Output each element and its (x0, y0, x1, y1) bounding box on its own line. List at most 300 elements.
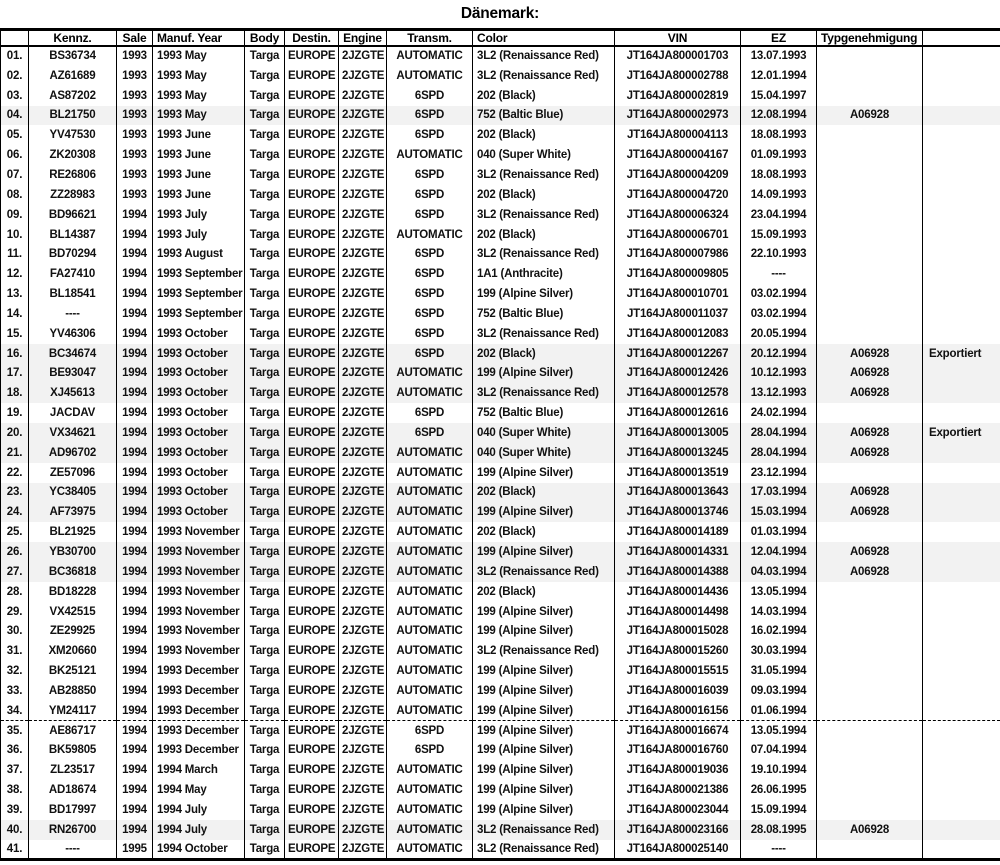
cell-color: 3L2 (Renaissance Red) (473, 562, 615, 582)
table-row (1, 681, 1000, 701)
table-row (1, 641, 1000, 661)
cell-num: 23. (1, 483, 29, 503)
cell-engine: 2JZGTE (339, 502, 387, 522)
cell-transm: AUTOMATIC (387, 145, 473, 165)
cell-typgenehmigung: A06928 (817, 364, 923, 384)
cell-engine: 2JZGTE (339, 780, 387, 800)
cell-color: 3L2 (Renaissance Red) (473, 383, 615, 403)
cell-sale: 1994 (117, 364, 153, 384)
cell-manuf_year: 1993 December (153, 741, 245, 761)
cell-transm: 6SPD (387, 205, 473, 225)
cell-typgenehmigung (817, 621, 923, 641)
cell-note (923, 483, 1000, 503)
cell-typgenehmigung: A06928 (817, 542, 923, 562)
cell-engine: 2JZGTE (339, 185, 387, 205)
cell-color: 202 (Black) (473, 582, 615, 602)
table-row (1, 304, 1000, 324)
cell-engine: 2JZGTE (339, 621, 387, 641)
cell-body: Targa (245, 542, 285, 562)
cell-vin: JT164JA800013245 (615, 443, 741, 463)
cell-manuf_year: 1994 July (153, 820, 245, 840)
column-header-manuf-year: Manuf. Year (153, 30, 245, 47)
table-row (1, 106, 1000, 126)
cell-note (923, 760, 1000, 780)
cell-typgenehmigung (817, 185, 923, 205)
cell-sale: 1993 (117, 185, 153, 205)
table-row (1, 602, 1000, 622)
cell-kennz: ZL23517 (29, 760, 117, 780)
cell-engine: 2JZGTE (339, 522, 387, 542)
cell-body: Targa (245, 66, 285, 86)
cell-typgenehmigung (817, 225, 923, 245)
cell-note (923, 840, 1000, 860)
cell-color: 202 (Black) (473, 185, 615, 205)
cell-destin: EUROPE (285, 741, 339, 761)
cell-sale: 1993 (117, 66, 153, 86)
cell-body: Targa (245, 760, 285, 780)
cell-num: 04. (1, 106, 29, 126)
cell-color: 199 (Alpine Silver) (473, 542, 615, 562)
cell-color: 199 (Alpine Silver) (473, 502, 615, 522)
cell-manuf_year: 1993 September (153, 264, 245, 284)
cell-sale: 1994 (117, 602, 153, 622)
cell-destin: EUROPE (285, 364, 339, 384)
cell-body: Targa (245, 483, 285, 503)
cell-ez: 10.12.1993 (741, 364, 817, 384)
cell-manuf_year: 1993 October (153, 443, 245, 463)
cell-color: 752 (Baltic Blue) (473, 403, 615, 423)
cell-body: Targa (245, 225, 285, 245)
cell-note (923, 364, 1000, 384)
table-row (1, 483, 1000, 503)
table-row (1, 264, 1000, 284)
cell-typgenehmigung (817, 463, 923, 483)
cell-ez: 22.10.1993 (741, 244, 817, 264)
cell-ez: 13.05.1994 (741, 582, 817, 602)
cell-num: 09. (1, 205, 29, 225)
column-header-transm: Transm. (387, 30, 473, 47)
cell-body: Targa (245, 125, 285, 145)
cell-note (923, 185, 1000, 205)
cell-vin: JT164JA800021386 (615, 780, 741, 800)
table-body (1, 46, 1000, 860)
cell-transm: AUTOMATIC (387, 364, 473, 384)
cell-transm: 6SPD (387, 741, 473, 761)
cell-vin: JT164JA800015515 (615, 661, 741, 681)
table-row (1, 284, 1000, 304)
cell-destin: EUROPE (285, 46, 339, 66)
cell-engine: 2JZGTE (339, 681, 387, 701)
cell-note (923, 562, 1000, 582)
cell-destin: EUROPE (285, 721, 339, 741)
cell-color: 199 (Alpine Silver) (473, 602, 615, 622)
cell-engine: 2JZGTE (339, 324, 387, 344)
cell-engine: 2JZGTE (339, 383, 387, 403)
cell-num: 05. (1, 125, 29, 145)
cell-vin: JT164JA800013519 (615, 463, 741, 483)
cell-vin: JT164JA800025140 (615, 840, 741, 860)
cell-transm: 6SPD (387, 324, 473, 344)
cell-ez: 01.03.1994 (741, 522, 817, 542)
cell-manuf_year: 1993 October (153, 364, 245, 384)
cell-body: Targa (245, 86, 285, 106)
table-row (1, 66, 1000, 86)
column-header-vin: VIN (615, 30, 741, 47)
cell-note (923, 463, 1000, 483)
cell-transm: AUTOMATIC (387, 383, 473, 403)
cell-engine: 2JZGTE (339, 284, 387, 304)
cell-body: Targa (245, 621, 285, 641)
cell-manuf_year: 1993 September (153, 284, 245, 304)
cell-engine: 2JZGTE (339, 741, 387, 761)
cell-manuf_year: 1993 November (153, 602, 245, 622)
cell-transm: 6SPD (387, 284, 473, 304)
cell-sale: 1993 (117, 46, 153, 66)
table-row (1, 721, 1000, 741)
cell-destin: EUROPE (285, 522, 339, 542)
title-bar (0, 0, 1000, 28)
cell-engine: 2JZGTE (339, 403, 387, 423)
cell-body: Targa (245, 284, 285, 304)
cell-num: 24. (1, 502, 29, 522)
cell-destin: EUROPE (285, 205, 339, 225)
cell-sale: 1994 (117, 205, 153, 225)
cell-transm: AUTOMATIC (387, 780, 473, 800)
cell-engine: 2JZGTE (339, 145, 387, 165)
cell-engine: 2JZGTE (339, 86, 387, 106)
cell-note (923, 106, 1000, 126)
cell-vin: JT164JA800012616 (615, 403, 741, 423)
vehicle-registry-table (0, 28, 1000, 861)
cell-destin: EUROPE (285, 562, 339, 582)
cell-color: 202 (Black) (473, 86, 615, 106)
cell-transm: AUTOMATIC (387, 800, 473, 820)
cell-kennz: AB28850 (29, 681, 117, 701)
cell-note (923, 244, 1000, 264)
cell-engine: 2JZGTE (339, 820, 387, 840)
cell-typgenehmigung (817, 760, 923, 780)
cell-destin: EUROPE (285, 106, 339, 126)
cell-ez: 16.02.1994 (741, 621, 817, 641)
cell-ez: 26.06.1995 (741, 780, 817, 800)
cell-color: 199 (Alpine Silver) (473, 760, 615, 780)
cell-transm: AUTOMATIC (387, 701, 473, 721)
cell-destin: EUROPE (285, 661, 339, 681)
cell-vin: JT164JA800006701 (615, 225, 741, 245)
cell-sale: 1994 (117, 800, 153, 820)
cell-kennz: BL21925 (29, 522, 117, 542)
table-row (1, 46, 1000, 66)
cell-engine: 2JZGTE (339, 840, 387, 860)
cell-kennz: AF73975 (29, 502, 117, 522)
cell-engine: 2JZGTE (339, 483, 387, 503)
cell-body: Targa (245, 264, 285, 284)
cell-body: Targa (245, 304, 285, 324)
column-header-color: Color (473, 30, 615, 47)
cell-typgenehmigung (817, 324, 923, 344)
table-header (1, 30, 1000, 47)
cell-destin: EUROPE (285, 542, 339, 562)
cell-vin: JT164JA800002788 (615, 66, 741, 86)
cell-note (923, 403, 1000, 423)
cell-transm: 6SPD (387, 721, 473, 741)
cell-vin: JT164JA800012267 (615, 344, 741, 364)
cell-transm: AUTOMATIC (387, 443, 473, 463)
cell-transm: 6SPD (387, 185, 473, 205)
cell-body: Targa (245, 741, 285, 761)
table-row (1, 344, 1000, 364)
cell-transm: AUTOMATIC (387, 641, 473, 661)
cell-destin: EUROPE (285, 264, 339, 284)
column-header-destin: Destin. (285, 30, 339, 47)
cell-ez: 19.10.1994 (741, 760, 817, 780)
cell-body: Targa (245, 681, 285, 701)
cell-transm: AUTOMATIC (387, 483, 473, 503)
cell-engine: 2JZGTE (339, 106, 387, 126)
cell-color: 752 (Baltic Blue) (473, 304, 615, 324)
cell-kennz: AS87202 (29, 86, 117, 106)
cell-body: Targa (245, 423, 285, 443)
cell-vin: JT164JA800023166 (615, 820, 741, 840)
cell-body: Targa (245, 443, 285, 463)
cell-note (923, 800, 1000, 820)
cell-note (923, 324, 1000, 344)
cell-sale: 1993 (117, 86, 153, 106)
cell-vin: JT164JA800002973 (615, 106, 741, 126)
cell-kennz: AZ61689 (29, 66, 117, 86)
cell-ez: 13.05.1994 (741, 721, 817, 741)
cell-kennz: BC36818 (29, 562, 117, 582)
cell-sale: 1993 (117, 106, 153, 126)
cell-num: 21. (1, 443, 29, 463)
cell-body: Targa (245, 522, 285, 542)
cell-note (923, 681, 1000, 701)
cell-sale: 1994 (117, 780, 153, 800)
cell-manuf_year: 1993 September (153, 304, 245, 324)
cell-manuf_year: 1993 December (153, 701, 245, 721)
cell-body: Targa (245, 244, 285, 264)
cell-ez: 31.05.1994 (741, 661, 817, 681)
cell-color: 202 (Black) (473, 483, 615, 503)
cell-num: 01. (1, 46, 29, 66)
cell-sale: 1994 (117, 225, 153, 245)
table-row (1, 582, 1000, 602)
cell-ez: 04.03.1994 (741, 562, 817, 582)
cell-color: 202 (Black) (473, 225, 615, 245)
cell-typgenehmigung (817, 165, 923, 185)
cell-note (923, 304, 1000, 324)
cell-kennz: YM24117 (29, 701, 117, 721)
cell-vin: JT164JA800004167 (615, 145, 741, 165)
cell-num: 17. (1, 364, 29, 384)
cell-note (923, 145, 1000, 165)
cell-body: Targa (245, 364, 285, 384)
cell-body: Targa (245, 780, 285, 800)
table-row (1, 463, 1000, 483)
cell-manuf_year: 1993 November (153, 522, 245, 542)
cell-manuf_year: 1994 May (153, 780, 245, 800)
cell-typgenehmigung (817, 205, 923, 225)
cell-typgenehmigung: A06928 (817, 562, 923, 582)
cell-body: Targa (245, 324, 285, 344)
cell-transm: 6SPD (387, 86, 473, 106)
cell-body: Targa (245, 383, 285, 403)
cell-destin: EUROPE (285, 145, 339, 165)
cell-color: 3L2 (Renaissance Red) (473, 165, 615, 185)
cell-transm: 6SPD (387, 264, 473, 284)
cell-engine: 2JZGTE (339, 542, 387, 562)
cell-note (923, 582, 1000, 602)
header-row (1, 30, 1000, 47)
cell-vin: JT164JA800012578 (615, 383, 741, 403)
cell-note (923, 264, 1000, 284)
cell-ez: 24.02.1994 (741, 403, 817, 423)
cell-transm: 6SPD (387, 423, 473, 443)
cell-kennz: BE93047 (29, 364, 117, 384)
cell-color: 3L2 (Renaissance Red) (473, 820, 615, 840)
cell-destin: EUROPE (285, 324, 339, 344)
cell-manuf_year: 1993 October (153, 344, 245, 364)
cell-kennz: BL14387 (29, 225, 117, 245)
cell-sale: 1994 (117, 661, 153, 681)
cell-transm: AUTOMATIC (387, 46, 473, 66)
cell-note (923, 86, 1000, 106)
cell-engine: 2JZGTE (339, 125, 387, 145)
cell-note (923, 125, 1000, 145)
cell-color: 199 (Alpine Silver) (473, 800, 615, 820)
cell-note (923, 46, 1000, 66)
cell-num: 40. (1, 820, 29, 840)
cell-color: 3L2 (Renaissance Red) (473, 66, 615, 86)
cell-color: 199 (Alpine Silver) (473, 621, 615, 641)
cell-ez: 28.08.1995 (741, 820, 817, 840)
cell-engine: 2JZGTE (339, 225, 387, 245)
cell-manuf_year: 1993 October (153, 423, 245, 443)
cell-destin: EUROPE (285, 701, 339, 721)
cell-kennz: RE26806 (29, 165, 117, 185)
cell-typgenehmigung (817, 403, 923, 423)
cell-engine: 2JZGTE (339, 562, 387, 582)
cell-num: 26. (1, 542, 29, 562)
cell-typgenehmigung (817, 602, 923, 622)
cell-note (923, 641, 1000, 661)
table-row (1, 225, 1000, 245)
cell-body: Targa (245, 562, 285, 582)
cell-kennz: VX34621 (29, 423, 117, 443)
cell-color: 202 (Black) (473, 125, 615, 145)
cell-sale: 1995 (117, 840, 153, 860)
cell-note (923, 602, 1000, 622)
cell-engine: 2JZGTE (339, 582, 387, 602)
cell-engine: 2JZGTE (339, 701, 387, 721)
cell-manuf_year: 1993 October (153, 502, 245, 522)
cell-vin: JT164JA800004113 (615, 125, 741, 145)
cell-typgenehmigung (817, 304, 923, 324)
column-header-body: Body (245, 30, 285, 47)
table-row (1, 780, 1000, 800)
cell-destin: EUROPE (285, 304, 339, 324)
cell-transm: AUTOMATIC (387, 661, 473, 681)
cell-destin: EUROPE (285, 225, 339, 245)
cell-sale: 1994 (117, 284, 153, 304)
cell-num: 20. (1, 423, 29, 443)
cell-color: 040 (Super White) (473, 423, 615, 443)
cell-vin: JT164JA800013746 (615, 502, 741, 522)
cell-num: 10. (1, 225, 29, 245)
cell-typgenehmigung: A06928 (817, 820, 923, 840)
cell-engine: 2JZGTE (339, 641, 387, 661)
cell-sale: 1994 (117, 403, 153, 423)
cell-body: Targa (245, 582, 285, 602)
cell-transm: AUTOMATIC (387, 840, 473, 860)
cell-typgenehmigung: A06928 (817, 383, 923, 403)
cell-num: 19. (1, 403, 29, 423)
cell-note (923, 621, 1000, 641)
cell-destin: EUROPE (285, 344, 339, 364)
cell-color: 202 (Black) (473, 344, 615, 364)
cell-kennz: AE86717 (29, 721, 117, 741)
cell-vin: JT164JA800002819 (615, 86, 741, 106)
cell-ez: 20.12.1994 (741, 344, 817, 364)
cell-vin: JT164JA800014388 (615, 562, 741, 582)
cell-note (923, 820, 1000, 840)
cell-manuf_year: 1993 June (153, 185, 245, 205)
cell-ez: 12.04.1994 (741, 542, 817, 562)
table-row (1, 125, 1000, 145)
cell-sale: 1994 (117, 582, 153, 602)
cell-kennz: AD18674 (29, 780, 117, 800)
cell-sale: 1994 (117, 701, 153, 721)
cell-manuf_year: 1993 December (153, 721, 245, 741)
cell-destin: EUROPE (285, 443, 339, 463)
cell-engine: 2JZGTE (339, 760, 387, 780)
cell-num: 34. (1, 701, 29, 721)
cell-manuf_year: 1993 November (153, 621, 245, 641)
cell-vin: JT164JA800014436 (615, 582, 741, 602)
cell-destin: EUROPE (285, 185, 339, 205)
cell-note (923, 542, 1000, 562)
cell-note (923, 741, 1000, 761)
cell-ez: 18.08.1993 (741, 125, 817, 145)
cell-kennz: ZE57096 (29, 463, 117, 483)
cell-color: 3L2 (Renaissance Red) (473, 840, 615, 860)
cell-transm: AUTOMATIC (387, 225, 473, 245)
cell-manuf_year: 1993 December (153, 661, 245, 681)
cell-engine: 2JZGTE (339, 602, 387, 622)
cell-engine: 2JZGTE (339, 46, 387, 66)
table-row (1, 800, 1000, 820)
cell-kennz: BD96621 (29, 205, 117, 225)
cell-destin: EUROPE (285, 602, 339, 622)
cell-ez: 23.04.1994 (741, 205, 817, 225)
cell-manuf_year: 1993 June (153, 125, 245, 145)
cell-body: Targa (245, 701, 285, 721)
cell-ez: 07.04.1994 (741, 741, 817, 761)
cell-note (923, 721, 1000, 741)
cell-body: Targa (245, 46, 285, 66)
cell-body: Targa (245, 602, 285, 622)
cell-vin: JT164JA800016039 (615, 681, 741, 701)
cell-color: 199 (Alpine Silver) (473, 701, 615, 721)
cell-destin: EUROPE (285, 483, 339, 503)
table-row (1, 621, 1000, 641)
cell-body: Targa (245, 205, 285, 225)
cell-body: Targa (245, 403, 285, 423)
cell-sale: 1993 (117, 125, 153, 145)
cell-destin: EUROPE (285, 641, 339, 661)
cell-manuf_year: 1993 October (153, 383, 245, 403)
cell-color: 040 (Super White) (473, 443, 615, 463)
